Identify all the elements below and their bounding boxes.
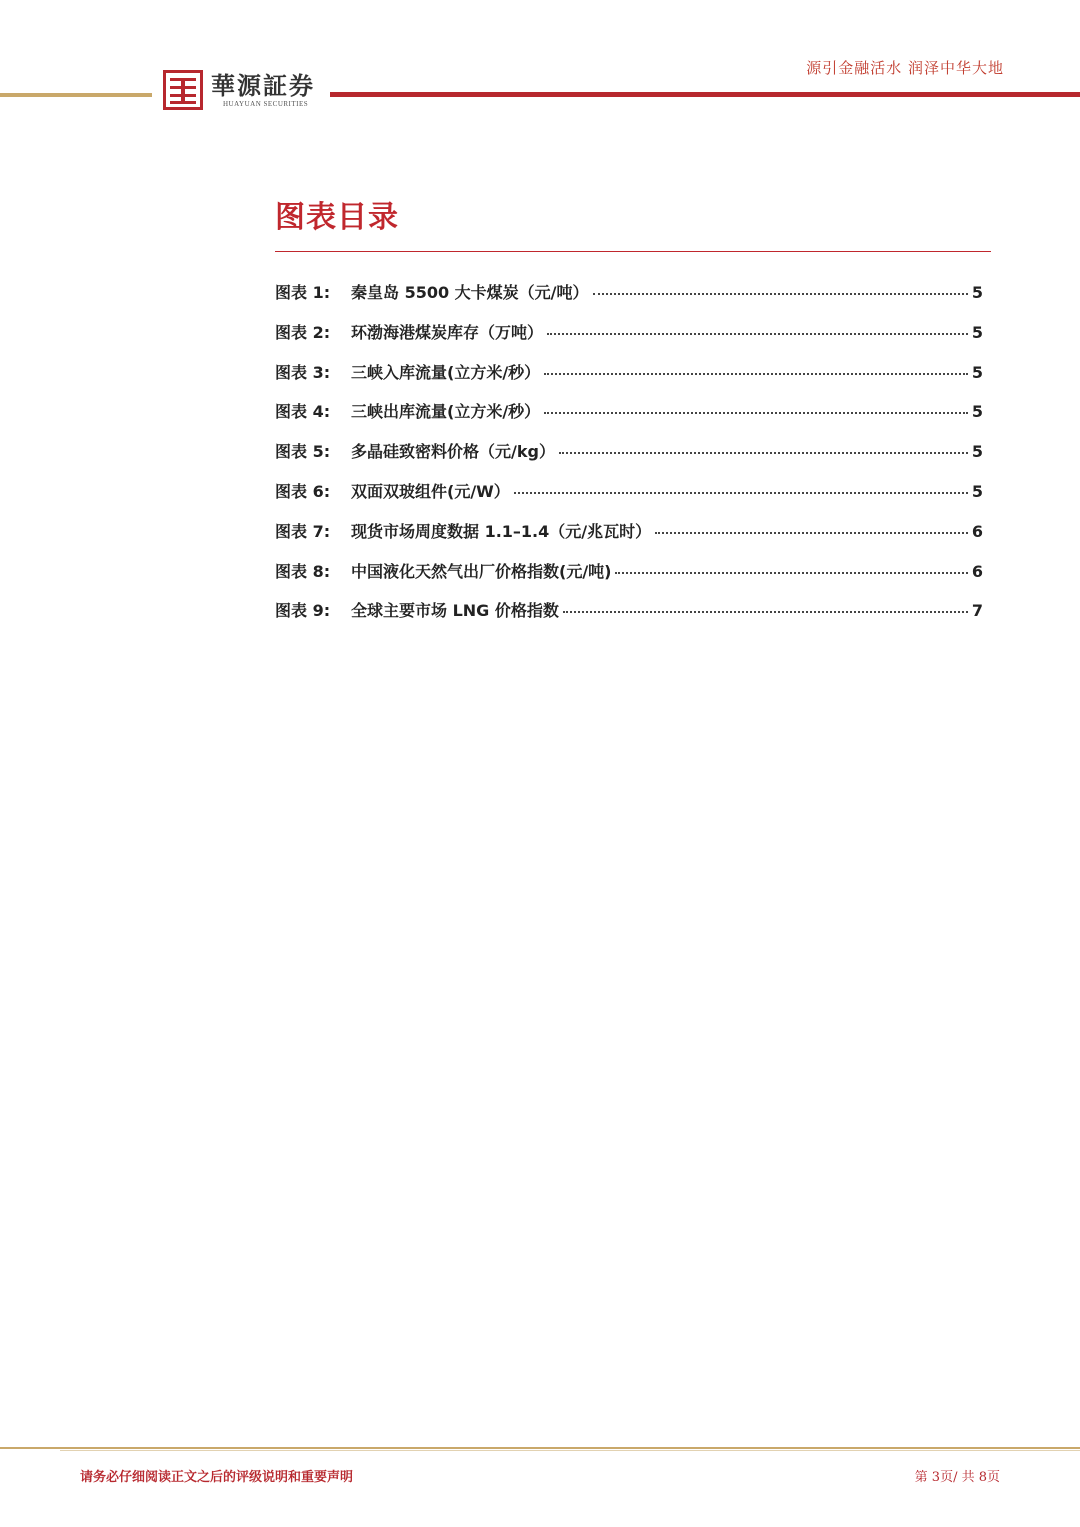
toc-dot-leader <box>547 333 968 335</box>
toc-entry[interactable] <box>275 439 983 479</box>
toc-dot-leader <box>593 293 968 295</box>
toc-entry-label: 图表 3: <box>275 362 331 382</box>
toc-entry-label: 图表 5: <box>275 442 331 462</box>
figure-toc-list <box>275 280 983 638</box>
toc-entry[interactable] <box>275 559 983 599</box>
page-number: 第 3页/ 共 8页 <box>914 1470 1000 1485</box>
toc-entry[interactable] <box>275 280 983 320</box>
toc-entry[interactable] <box>275 519 983 559</box>
toc-dot-leader <box>544 412 968 414</box>
toc-entry-page: 6 <box>971 521 983 541</box>
toc-entry-label: 图表 8: <box>275 561 331 581</box>
toc-dot-leader <box>559 452 968 454</box>
toc-entry-title: 现货市场周度数据 1.1–1.4（元/兆瓦时） <box>351 521 652 541</box>
page-title: 图表目录 <box>275 200 399 235</box>
footer-rule-light <box>60 1450 1080 1451</box>
toc-dot-leader <box>655 532 968 534</box>
toc-entry-title: 双面双玻组件(元/W） <box>351 481 510 501</box>
toc-entry-label: 图表 2: <box>275 322 331 342</box>
toc-entry-title: 三峡入库流量(立方米/秒） <box>351 362 541 382</box>
toc-entry[interactable] <box>275 399 983 439</box>
toc-entry-page: 5 <box>971 442 983 462</box>
footer-disclaimer: 请务必仔细阅读正文之后的评级说明和重要声明 <box>80 1470 354 1485</box>
toc-entry-title: 中国液化天然气出厂价格指数(元/吨) <box>351 561 612 581</box>
title-divider <box>275 251 991 252</box>
footer-rule-gold <box>0 1447 1080 1449</box>
toc-entry-label: 图表 1: <box>275 283 331 302</box>
toc-entry[interactable] <box>275 320 983 360</box>
toc-entry-label: 图表 4: <box>275 402 331 422</box>
toc-entry-title: 秦皇岛 5500 大卡煤炭（元/吨） <box>351 283 589 302</box>
logo-emblem-icon <box>163 70 203 110</box>
toc-entry-page: 5 <box>971 362 983 382</box>
toc-dot-leader <box>544 373 968 375</box>
toc-entry-label: 图表 6: <box>275 481 331 501</box>
toc-entry[interactable] <box>275 360 983 400</box>
toc-entry-title: 全球主要市场 LNG 价格指数 <box>351 601 559 621</box>
header-rule-red <box>330 92 1080 97</box>
logo-name-en: HUAYUAN SECURITIES <box>223 100 309 108</box>
toc-entry-page: 5 <box>971 283 983 302</box>
toc-entry-page: 6 <box>971 561 983 581</box>
toc-entry-title: 环渤海港煤炭库存（万吨） <box>351 322 544 342</box>
toc-dot-leader <box>563 611 968 613</box>
toc-dot-leader <box>514 492 968 494</box>
toc-entry[interactable] <box>275 598 983 638</box>
toc-entry-page: 5 <box>971 322 983 342</box>
company-logo <box>163 70 315 110</box>
toc-entry-title: 多晶硅致密料价格（元/kg） <box>351 442 555 462</box>
header-rule-gold <box>0 93 152 97</box>
toc-entry-page: 7 <box>971 601 983 621</box>
toc-dot-leader <box>615 572 967 574</box>
header-slogan: 源引金融活水 润泽中华大地 <box>806 59 1004 77</box>
toc-entry-label: 图表 9: <box>275 601 331 621</box>
toc-entry-title: 三峡出库流量(立方米/秒） <box>351 402 541 422</box>
toc-entry-page: 5 <box>971 402 983 422</box>
toc-entry-page: 5 <box>971 481 983 501</box>
toc-entry-label: 图表 7: <box>275 521 331 541</box>
toc-entry[interactable] <box>275 479 983 519</box>
logo-name-cn: 華源証券 <box>211 71 315 100</box>
